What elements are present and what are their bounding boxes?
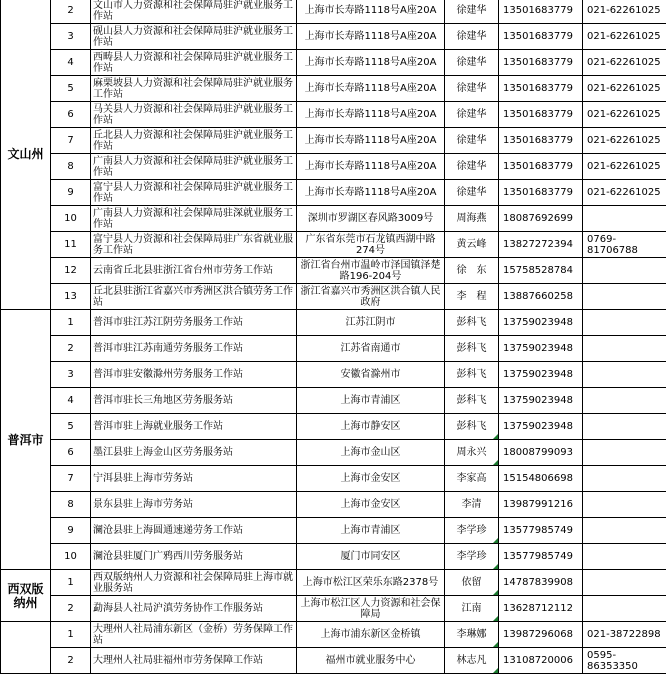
address-cell[interactable]: 上海市金山区 (297, 440, 445, 466)
address-cell[interactable]: 福州市就业服务中心 (297, 648, 445, 674)
mobile-cell[interactable]: 13759023948 (499, 414, 583, 440)
table-row (1, 206, 666, 232)
mobile-cell[interactable]: 13501683779 (499, 102, 583, 128)
mobile-cell[interactable]: 15758528784 (499, 258, 583, 284)
row-number-cell[interactable]: 9 (51, 180, 91, 206)
table-row (1, 50, 666, 76)
mobile-cell[interactable]: 13108720006 (499, 648, 583, 674)
contact-person-cell[interactable]: 李学珍 (445, 544, 499, 570)
contact-person-cell[interactable]: 徐 东 (445, 258, 499, 284)
contact-person-cell[interactable]: 彭科飞 (445, 310, 499, 336)
row-number-cell[interactable]: 11 (51, 232, 91, 258)
station-name-cell[interactable]: 麻栗坡县人力资源和社会保障局驻沪就业服务工作站 (91, 76, 297, 102)
table-row (1, 518, 666, 544)
row-number-cell[interactable]: 6 (51, 440, 91, 466)
contact-person-cell[interactable]: 徐建华 (445, 102, 499, 128)
telephone-cell[interactable] (583, 310, 666, 336)
table-row (1, 0, 666, 24)
address-cell[interactable]: 浙江省台州市温岭市泽国镇泽楚路196-204号 (297, 258, 445, 284)
contact-person-cell[interactable]: 徐建华 (445, 24, 499, 50)
telephone-cell[interactable]: 021-62261025 (583, 24, 666, 50)
table-row (1, 622, 666, 648)
mobile-cell[interactable]: 13987296068 (499, 622, 583, 648)
mobile-cell[interactable]: 13628712112 (499, 596, 583, 622)
telephone-cell[interactable] (583, 596, 666, 622)
mobile-cell[interactable]: 13501683779 (499, 128, 583, 154)
telephone-cell[interactable]: 021-62261025 (583, 102, 666, 128)
table-row (1, 76, 666, 102)
contact-person-cell[interactable]: 李家高 (445, 466, 499, 492)
telephone-cell[interactable] (583, 544, 666, 570)
table-row (1, 544, 666, 570)
table-row (1, 362, 666, 388)
region-cell[interactable]: 西双版纳州 (1, 570, 51, 622)
mobile-cell[interactable]: 13577985749 (499, 544, 583, 570)
contact-person-cell[interactable]: 黄云峰 (445, 232, 499, 258)
mobile-cell[interactable]: 13759023948 (499, 336, 583, 362)
table-row (1, 128, 666, 154)
address-cell[interactable]: 广东省东莞市石龙镇西湖中路274号 (297, 232, 445, 258)
row-number-cell[interactable]: 10 (51, 206, 91, 232)
contact-person-cell[interactable]: 林志凡 (445, 648, 499, 674)
row-number-cell[interactable]: 2 (51, 648, 91, 674)
mobile-cell[interactable]: 13501683779 (499, 50, 583, 76)
row-number-cell[interactable]: 2 (51, 0, 91, 24)
table-row (1, 232, 666, 258)
telephone-cell[interactable] (583, 336, 666, 362)
region-cell[interactable]: 普洱市 (1, 310, 51, 570)
address-cell[interactable]: 上海市长寿路1118号A座20A (297, 24, 445, 50)
mobile-cell[interactable]: 13759023948 (499, 388, 583, 414)
contact-person-cell[interactable]: 彭科飞 (445, 336, 499, 362)
row-number-cell[interactable]: 8 (51, 154, 91, 180)
telephone-cell[interactable]: 021-62261025 (583, 128, 666, 154)
row-number-cell[interactable]: 6 (51, 102, 91, 128)
mobile-cell[interactable]: 18008799093 (499, 440, 583, 466)
address-cell[interactable]: 上海市长寿路1118号A座20A (297, 50, 445, 76)
row-number-cell[interactable]: 3 (51, 362, 91, 388)
station-name-cell[interactable]: 马关县人力资源和社会保障局驻沪就业服务工作站 (91, 102, 297, 128)
address-cell[interactable]: 厦门市同安区 (297, 544, 445, 570)
table-row (1, 466, 666, 492)
row-number-cell[interactable]: 1 (51, 310, 91, 336)
address-cell[interactable]: 上海市金安区 (297, 492, 445, 518)
station-name-cell[interactable]: 砚山县人力资源和社会保障局驻沪就业服务工作站 (91, 24, 297, 50)
station-name-cell[interactable]: 西畴县人力资源和社会保障局驻沪就业服务工作站 (91, 50, 297, 76)
row-number-cell[interactable]: 4 (51, 388, 91, 414)
address-cell[interactable]: 上海市浦东新区金桥镇 (297, 622, 445, 648)
table-row (1, 570, 666, 596)
telephone-cell[interactable]: 021-62261025 (583, 0, 666, 24)
contact-person-cell[interactable]: 李琳娜 (445, 622, 499, 648)
mobile-cell[interactable]: 13501683779 (499, 0, 583, 24)
address-cell[interactable]: 浙江省嘉兴市秀洲区洪合镇人民政府 (297, 284, 445, 310)
station-name-cell[interactable]: 富宁县人力资源和社会保障局驻广东省就业服务工作站 (91, 232, 297, 258)
row-number-cell[interactable]: 7 (51, 466, 91, 492)
address-cell[interactable]: 上海市长寿路1118号A座20A (297, 128, 445, 154)
station-name-cell[interactable]: 景东县驻上海市劳务站 (91, 492, 297, 518)
station-name-cell[interactable]: 富宁县人力资源和社会保障局驻沪就业服务工作站 (91, 180, 297, 206)
table-row (1, 388, 666, 414)
address-cell[interactable]: 上海市长寿路1118号A座20A (297, 180, 445, 206)
mobile-cell[interactable]: 13501683779 (499, 180, 583, 206)
telephone-cell[interactable]: 0595-86353350 (583, 648, 666, 674)
address-cell[interactable]: 深圳市罗湖区春风路3009号 (297, 206, 445, 232)
station-name-cell[interactable]: 广南县人力资源和社会保障局驻深就业服务工作站 (91, 206, 297, 232)
telephone-cell[interactable]: 021-38722898 (583, 622, 666, 648)
contact-person-cell[interactable]: 江南 (445, 596, 499, 622)
station-name-cell[interactable]: 普洱市驻长三角地区劳务服务站 (91, 388, 297, 414)
contact-person-cell[interactable]: 周海燕 (445, 206, 499, 232)
contact-person-cell[interactable]: 徐建华 (445, 128, 499, 154)
mobile-cell[interactable]: 13577985749 (499, 518, 583, 544)
row-number-cell[interactable]: 2 (51, 596, 91, 622)
address-cell[interactable]: 上海市长寿路1118号A座20A (297, 102, 445, 128)
telephone-cell[interactable] (583, 388, 666, 414)
row-number-cell[interactable]: 1 (51, 622, 91, 648)
station-name-cell[interactable]: 墨江县驻上海金山区劳务服务站 (91, 440, 297, 466)
station-name-cell[interactable]: 大理州人社局浦东新区（金桥）劳务保障工作站 (91, 622, 297, 648)
telephone-cell[interactable]: 021-62261025 (583, 76, 666, 102)
table-row (1, 154, 666, 180)
station-name-cell[interactable]: 普洱市驻安徽滁州劳务服务工作站 (91, 362, 297, 388)
mobile-cell[interactable]: 13759023948 (499, 310, 583, 336)
address-cell[interactable]: 上海市金安区 (297, 466, 445, 492)
row-number-cell[interactable]: 13 (51, 284, 91, 310)
station-name-cell[interactable]: 大理州人社局驻福州市劳务保障工作站 (91, 648, 297, 674)
contact-person-cell[interactable]: 周永兴 (445, 440, 499, 466)
row-number-cell[interactable]: 4 (51, 50, 91, 76)
row-number-cell[interactable]: 5 (51, 414, 91, 440)
mobile-cell[interactable]: 13501683779 (499, 154, 583, 180)
row-number-cell[interactable]: 7 (51, 128, 91, 154)
row-number-cell[interactable]: 9 (51, 518, 91, 544)
contact-person-cell[interactable]: 徐建华 (445, 76, 499, 102)
telephone-cell[interactable] (583, 284, 666, 310)
region-cell[interactable] (1, 622, 51, 674)
row-number-cell[interactable]: 3 (51, 24, 91, 50)
table-row (1, 310, 666, 336)
address-cell[interactable]: 江苏江阴市 (297, 310, 445, 336)
station-name-cell[interactable]: 澜沧县驻厦门广鸦西川劳务服务站 (91, 544, 297, 570)
contact-person-cell[interactable]: 徐建华 (445, 0, 499, 24)
contact-person-cell[interactable]: 彭科飞 (445, 362, 499, 388)
table-row (1, 102, 666, 128)
telephone-cell[interactable]: 021-62261025 (583, 180, 666, 206)
telephone-cell[interactable] (583, 258, 666, 284)
station-name-cell[interactable]: 文山市人力资源和社会保障局驻沪就业服务工作站 (91, 0, 297, 24)
telephone-cell[interactable] (583, 206, 666, 232)
address-cell[interactable]: 上海市长寿路1118号A座20A (297, 154, 445, 180)
telephone-cell[interactable] (583, 518, 666, 544)
row-number-cell[interactable]: 5 (51, 76, 91, 102)
station-name-cell[interactable]: 云南省丘北县驻浙江省台州市劳务工作站 (91, 258, 297, 284)
row-number-cell[interactable]: 2 (51, 336, 91, 362)
address-cell[interactable]: 上海市青浦区 (297, 388, 445, 414)
region-cell[interactable]: 文山州 (1, 0, 51, 310)
station-name-cell[interactable]: 普洱市驻江苏江阴劳务服务工作站 (91, 310, 297, 336)
contact-person-cell[interactable]: 依留 (445, 570, 499, 596)
row-number-cell[interactable]: 12 (51, 258, 91, 284)
mobile-cell[interactable]: 13987991216 (499, 492, 583, 518)
station-name-cell[interactable]: 西双版纳州人力资源和社会保障局驻上海市就业服务站 (91, 570, 297, 596)
table-row (1, 492, 666, 518)
mobile-cell[interactable]: 13887660258 (499, 284, 583, 310)
table-row (1, 284, 666, 310)
telephone-cell[interactable] (583, 466, 666, 492)
table-row (1, 24, 666, 50)
table-row (1, 336, 666, 362)
station-name-cell[interactable]: 丘北县人力资源和社会保障局驻沪就业服务工作站 (91, 128, 297, 154)
table-row (1, 414, 666, 440)
address-cell[interactable]: 上海市松江区人力资源和社会保障局 (297, 596, 445, 622)
address-cell[interactable]: 上海市松江区荣乐东路2378号 (297, 570, 445, 596)
mobile-cell[interactable]: 13501683779 (499, 24, 583, 50)
station-name-cell[interactable]: 勐海县人社局沪滇劳务协作工作服务站 (91, 596, 297, 622)
telephone-cell[interactable] (583, 414, 666, 440)
address-cell[interactable]: 上海市青浦区 (297, 518, 445, 544)
table-row (1, 258, 666, 284)
address-cell[interactable]: 安徽省滁州市 (297, 362, 445, 388)
contact-person-cell[interactable]: 李学珍 (445, 518, 499, 544)
table-row (1, 440, 666, 466)
table-row (1, 596, 666, 622)
address-cell[interactable]: 上海市静安区 (297, 414, 445, 440)
mobile-cell[interactable]: 13827272394 (499, 232, 583, 258)
mobile-cell[interactable]: 15154806698 (499, 466, 583, 492)
row-number-cell[interactable]: 10 (51, 544, 91, 570)
contact-person-cell[interactable]: 徐建华 (445, 180, 499, 206)
telephone-cell[interactable] (583, 362, 666, 388)
contact-person-cell[interactable]: 徐建华 (445, 50, 499, 76)
station-name-cell[interactable]: 澜沧县驻上海圆通速递劳务工作站 (91, 518, 297, 544)
telephone-cell[interactable] (583, 492, 666, 518)
contact-person-cell[interactable]: 李 程 (445, 284, 499, 310)
address-cell[interactable]: 上海市长寿路1118号A座20A (297, 0, 445, 24)
mobile-cell[interactable]: 13501683779 (499, 76, 583, 102)
row-number-cell[interactable]: 1 (51, 570, 91, 596)
contact-person-cell[interactable]: 彭科飞 (445, 414, 499, 440)
table-row (1, 180, 666, 206)
station-name-cell[interactable]: 普洱市驻江苏南通劳务服务工作站 (91, 336, 297, 362)
mobile-cell[interactable]: 13759023948 (499, 362, 583, 388)
telephone-cell[interactable]: 0769-81706788 (583, 232, 666, 258)
contact-person-cell[interactable]: 徐建华 (445, 154, 499, 180)
station-name-cell[interactable]: 广南县人力资源和社会保障局驻沪就业服务工作站 (91, 154, 297, 180)
mobile-cell[interactable]: 18087692699 (499, 206, 583, 232)
telephone-cell[interactable] (583, 570, 666, 596)
row-number-cell[interactable]: 8 (51, 492, 91, 518)
contact-person-cell[interactable]: 李清 (445, 492, 499, 518)
telephone-cell[interactable]: 021-62261025 (583, 50, 666, 76)
contact-person-cell[interactable]: 彭科飞 (445, 388, 499, 414)
station-name-cell[interactable]: 宁洱县驻上海市劳务站 (91, 466, 297, 492)
mobile-cell[interactable]: 14787839908 (499, 570, 583, 596)
telephone-cell[interactable] (583, 440, 666, 466)
station-name-cell[interactable]: 普洱市驻上海就业服务工作站 (91, 414, 297, 440)
station-name-cell[interactable]: 丘北县驻浙江省嘉兴市秀洲区洪合镇劳务工作站 (91, 284, 297, 310)
address-cell[interactable]: 上海市长寿路1118号A座20A (297, 76, 445, 102)
telephone-cell[interactable]: 021-62261025 (583, 154, 666, 180)
address-cell[interactable]: 江苏省南通市 (297, 336, 445, 362)
